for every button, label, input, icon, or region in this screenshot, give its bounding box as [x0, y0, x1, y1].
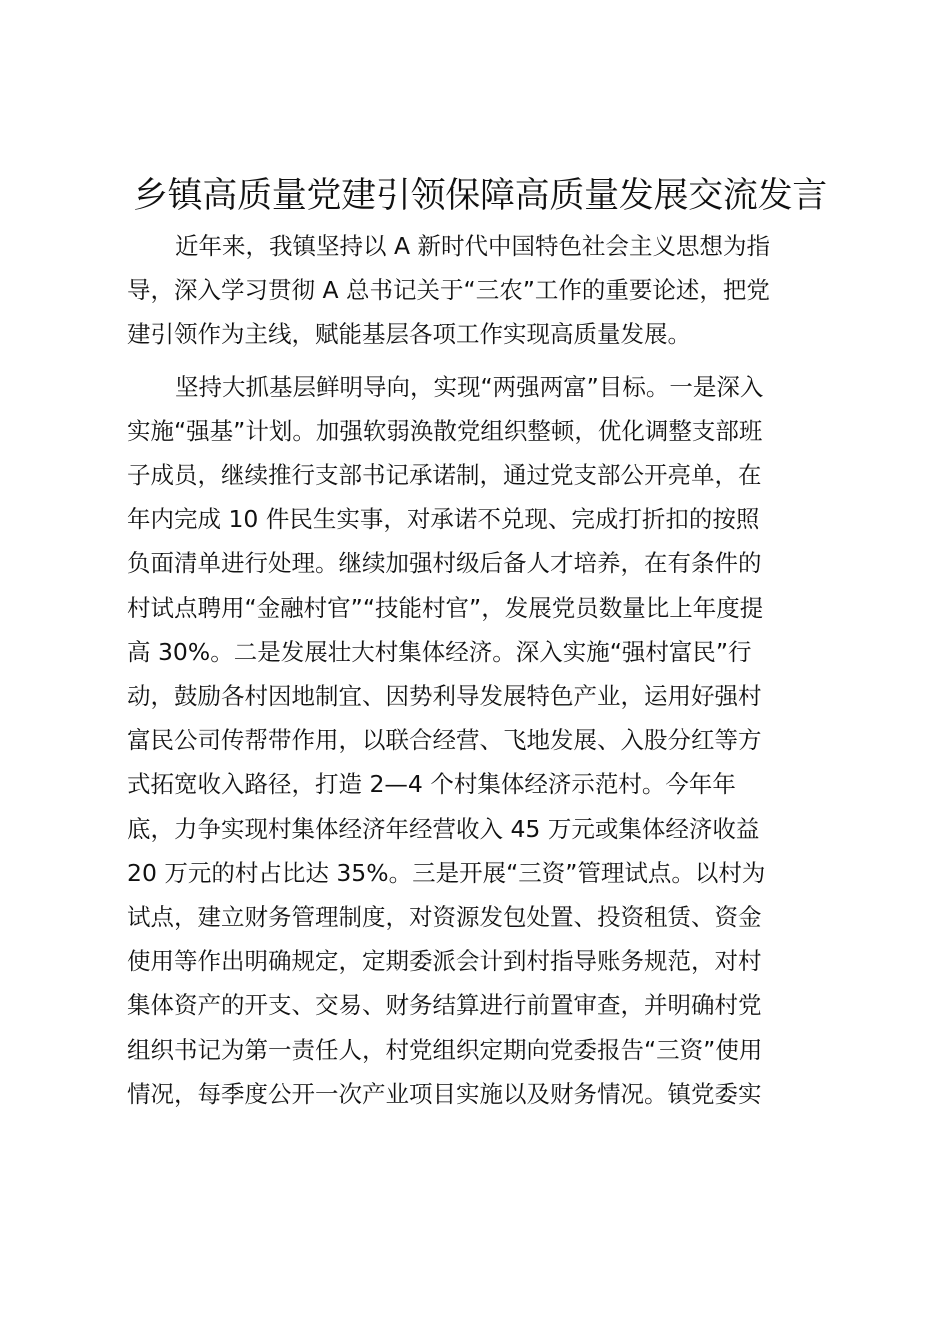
- text-line: 底，力争实现村集体经济年经营收入 45 万元或集体经济收益: [127, 814, 760, 843]
- text-line: 情况，每季度公开一次产业项目实施以及财务情况。镇党委实: [127, 1079, 762, 1108]
- text-line: 负面清单进行处理。继续加强村级后备人才培养，在有条件的: [127, 549, 762, 578]
- document-title: 乡镇高质量党建引领保障高质量发展交流发言: [132, 176, 827, 216]
- text-line: 村试点聘用“金融村官”“技能村官”，发展党员数量比上年度提: [127, 593, 764, 622]
- paragraph-main: [127, 365, 823, 1116]
- text-line: 试点，建立财务管理制度，对资源发包处置、投资租赁、资金: [127, 903, 762, 932]
- text-line: 近年来，我镇坚持以 A 新时代中国特色社会主义思想为指: [175, 232, 771, 260]
- document-body: [127, 224, 823, 1116]
- text-line: 子成员，继续推行支部书记承诺制，通过党支部公开亮单，在: [127, 461, 762, 490]
- text-line: 高 30%。二是发展壮大村集体经济。深入实施“强村富民”行: [127, 637, 752, 666]
- paragraph-intro: [127, 224, 823, 357]
- text-line: 年内完成 10 件民生实事，对承诺不兑现、完成打折扣的按照: [127, 505, 760, 534]
- text-line: 建引领作为主线，赋能基层各项工作实现高质量发展。: [127, 320, 691, 349]
- text-line: 坚持大抓基层鲜明导向，实现“两强两富”目标。一是深入: [175, 372, 764, 401]
- text-line: 实施“强基”计划。加强软弱涣散党组织整顿，优化调整支部班: [127, 416, 763, 445]
- text-line: 式拓宽收入路径，打造 2—4 个村集体经济示范村。今年年: [127, 770, 736, 799]
- text-line: 组织书记为第一责任人，村党组织定期向党委报告“三资”使用: [127, 1035, 763, 1064]
- text-line: 20 万元的村占比达 35%。三是开展“三资”管理试点。以村为: [127, 858, 766, 887]
- text-line: 富民公司传帮带作用，以联合经营、飞地发展、入股分红等方: [127, 726, 762, 755]
- text-line: 动，鼓励各村因地制宜、因势利导发展特色产业，运用好强村: [127, 682, 762, 711]
- text-line: 集体资产的开支、交易、财务结算进行前置审查，并明确村党: [127, 991, 762, 1020]
- text-line: 使用等作出明确规定，定期委派会计到村指导账务规范，对村: [127, 947, 762, 976]
- text-line: 导，深入学习贯彻 A 总书记关于“三农”工作的重要论述，把党: [127, 276, 770, 305]
